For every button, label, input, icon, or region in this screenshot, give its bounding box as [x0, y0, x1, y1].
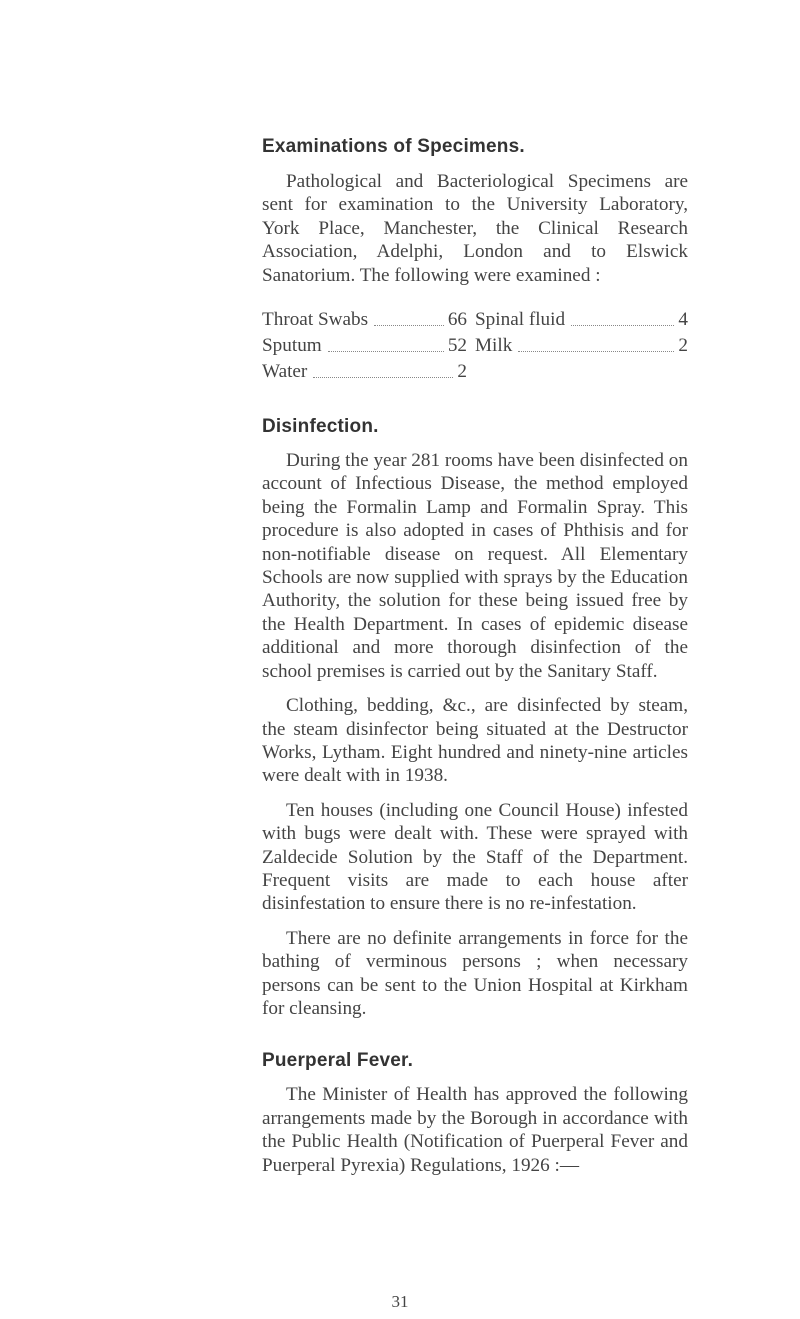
- dot-leader: [313, 359, 453, 378]
- disinfection-paragraph: There are no definite arrangements in force for the bathing of verminous persons ; when necessary persons can be sent to the Union Hospital at Kirkham for cleansing.: [262, 927, 688, 1019]
- puerperal-heading: Puerperal Fever.: [262, 1050, 414, 1072]
- disinfection-paragraph: Clothing, bedding, &c., are disinfected by steam, the steam disinfector being situated at the Destructor Works, Lytham. Eight hundred and ninety-nine articles were dealt with in 1938.: [262, 695, 688, 787]
- disinfection-heading: Disinfection.: [262, 416, 379, 438]
- puerperal-paragraph: The Minister of Health has approved the following arrangements made by the Borough in accordance with the Public Health (Notification of Puerperal Fever and Puerperal Pyrexia) Regulations, 1926 :—: [262, 1084, 688, 1176]
- specimens-row: [262, 359, 688, 385]
- specimen-item: [262, 359, 475, 385]
- specimen-name: Water: [262, 361, 308, 383]
- specimen-name: Milk: [475, 335, 513, 357]
- specimens-list: [262, 307, 688, 385]
- dot-leader: [328, 333, 444, 352]
- dot-leader: [518, 333, 674, 352]
- page-content: [262, 136, 688, 1177]
- disinfection-paragraph: During the year 281 rooms have been disinfected on account of Infectious Disease, the method employed being the Formalin Lamp and Formalin Spray. This procedure is also adopted in cases of Phthisis and for non-notifiable disease on request. All Elementary Schools are now supplied with sprays by the Education Authority, the solution for these being issued free by the Health Department. In cases of epidemic disease additional and more thorough disinfection of the school premises is carried out by the Sanitary Staff.: [262, 450, 688, 682]
- specimens-row: [262, 333, 688, 359]
- examinations-paragraph: Pathological and Bacteriological Specimens are sent for examination to the University Laboratory, York Place, Manchester, the Clinical Research Association, Adelphi, London and to Elswick Sanatorium. The following were examined :: [262, 171, 688, 286]
- specimen-item: [262, 333, 475, 359]
- specimen-count: 2: [457, 361, 467, 383]
- specimen-item: [262, 307, 475, 333]
- specimen-item: [475, 333, 688, 359]
- specimen-name: Throat Swabs: [262, 309, 369, 331]
- specimens-row: [262, 307, 688, 333]
- specimen-item: [475, 307, 688, 333]
- dot-leader: [571, 307, 674, 326]
- disinfection-paragraph: Ten houses (including one Council House) infested with bugs were dealt with. These were sprayed with Zaldecide Solution by the Staff of the Department. Frequent visits are made to each house after disinfestation to ensure there is no re-infestation.: [262, 799, 688, 915]
- specimen-count: 52: [447, 335, 467, 357]
- specimen-count: 2: [678, 335, 688, 357]
- specimen-name: Sputum: [262, 335, 322, 357]
- page-number: 31: [391, 1292, 409, 1311]
- examinations-heading: Examinations of Specimens.: [262, 136, 525, 157]
- specimen-count: 4: [678, 309, 688, 331]
- dot-leader: [374, 307, 444, 326]
- specimen-count: 66: [447, 309, 467, 331]
- specimen-name: Spinal fluid: [475, 309, 566, 331]
